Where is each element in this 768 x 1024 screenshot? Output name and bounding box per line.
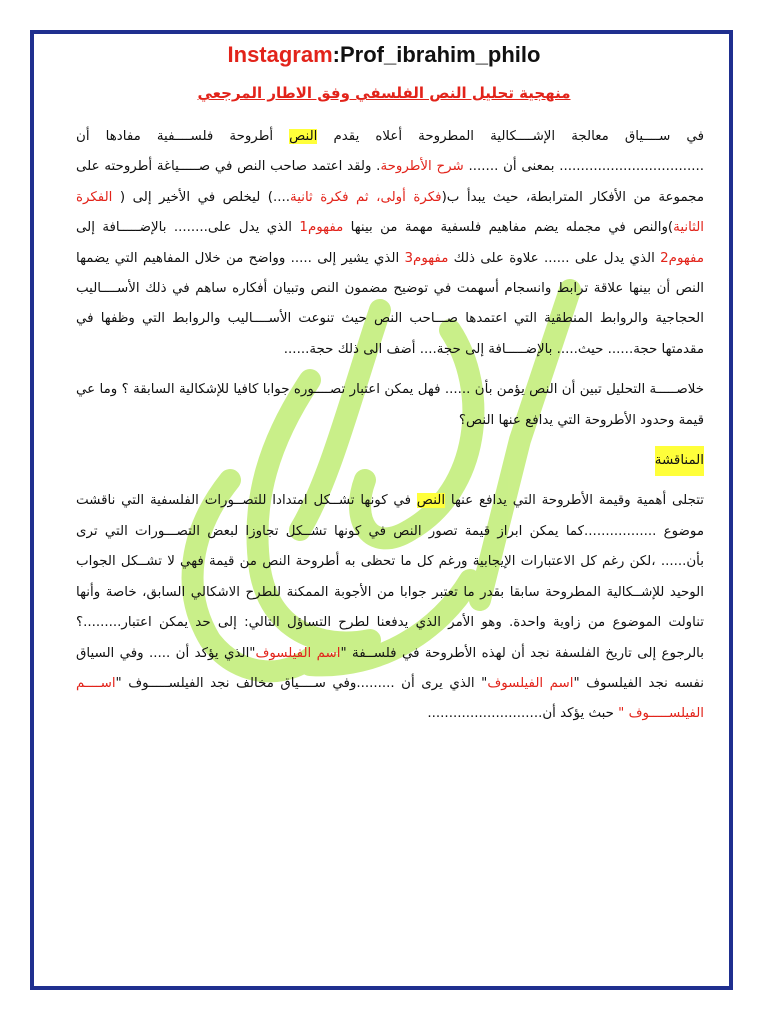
text-run: حبث يؤكد أن...........................: [427, 706, 619, 722]
red-placeholder: مفهوم2: [660, 250, 704, 266]
text-run: الذي يشير إلى ..... وواضح من خلال المفاهيم التي يضمها النص أن بينها علاقة ترابط وانسجام أسهمت في توضيح مضمون النص وتبيان أفكاره ساهم في ذلك الأســــاليب الحجاجية والروابط المنطقية التي اعتمدها صـــاحب النص حيث تنوعت الأســــاليب والروابط التي وظفها في مقدمتها حجة...... حيث..... بالإضـــــافة إلى حجة.... أضف الى ذلك حجة......: [76, 250, 704, 357]
discussion-heading: المناقشة: [655, 446, 704, 476]
analysis-paragraph: [76, 122, 704, 365]
instagram-label: Instagram: [227, 42, 333, 67]
text-run: " الذي يرى أن .........وفي ســــياق مخالف نجد الفيلســـــوف ": [115, 675, 488, 691]
conclusion-paragraph: خلاصـــــة التحليل تبين أن النص يؤمن بأن ...... فهل يمكن اعتبار تصــــوره جوابا كافيا للإشكالية السابقة ؟ وما عي قيمة وحدود الأطروحة التي يدافع عنها النص؟: [76, 382, 704, 428]
highlighted-term: النص: [416, 493, 446, 509]
text-run: أطروحة فلســــفية مفادها أن .................................. بمعنى أن .......: [76, 129, 704, 175]
text-run: . ولقد اعتمد صاحب النص في صـــــياغة أطروحته على مجموعة من الأفكار المترابطة، حيث يبدأ ب(: [76, 159, 704, 205]
document-body: [76, 122, 704, 740]
text-run: ....) ليخلص في الأخير إلى (: [112, 189, 291, 205]
text-run: في كونها تشــكل امتدادا للتصــورات الفلسفية التي ناقشت موضوع .................كما يمكن ابراز قيمة تصور النص في كونها تشــكل تجاوزا لبعض التصـــورات التي ترى بأن...... ،لكن رغم كل الاعتبارات الإيجابية ورغم كل ما تحظى به أطروحة النص من قيمة فهي لا تشــكل الجواب الوحيد للإشــكالية المطروحة سابقا بقدر ما تعتبر جوابا من الأجوبة الممكنة للطرح الاشكالي السابق، خاصة وأنها تناولت الموضوع من زاوية واحدة. وهو الأمر الذي يدفعنا لطرح التساؤل التالي: إلى حد يمكن اعتبار.........؟ بالرجوع إلى تاريخ الفلسفة نجد أن لهذه الأطروحة في فلســفة ": [76, 493, 704, 661]
red-placeholder: مفهوم1: [299, 220, 344, 236]
discussion-paragraph: [76, 486, 704, 729]
red-placeholder: مفهوم3: [404, 250, 449, 266]
red-placeholder: شرح الأطروحة: [380, 159, 464, 175]
text-run: )والنص في مجمله يضم مفاهيم فلسفية مهمة من بينها: [343, 220, 674, 236]
text-run: "الذي يؤكد أن ..... وفي السياق نفسه نجد الفيلسوف ": [76, 645, 704, 691]
text-run: في ســــياق معالجة الإشــــكالية المطروحة أعلاه يقدم: [317, 129, 704, 144]
document-title: منهجية تحليل النص الفلسفي وفق الاطار المرجعي: [197, 84, 571, 102]
highlighted-term: النص: [289, 129, 318, 144]
instagram-header: [0, 42, 768, 68]
red-placeholder: فكرة أولى، ثم فكرة ثانية: [290, 189, 442, 205]
red-placeholder: اسم الفيلسوف: [255, 645, 341, 661]
text-run: تتجلى أهمية وقيمة الأطروحة التي يدافع عنها: [445, 493, 704, 509]
section-heading: [76, 446, 704, 476]
red-placeholder: اســــم الفيلســـــوف ": [76, 675, 704, 722]
text-run: الذي يدل على........ بالإضـــــافة إلى: [76, 220, 300, 236]
text-run: الذي يدل على ...... علاوة على ذلك: [448, 250, 661, 266]
red-placeholder: الفكرة الثانية: [76, 189, 705, 236]
instagram-handle: :Prof_ibrahim_philo: [332, 42, 541, 67]
red-placeholder: اسم الفيلسوف: [487, 675, 574, 691]
